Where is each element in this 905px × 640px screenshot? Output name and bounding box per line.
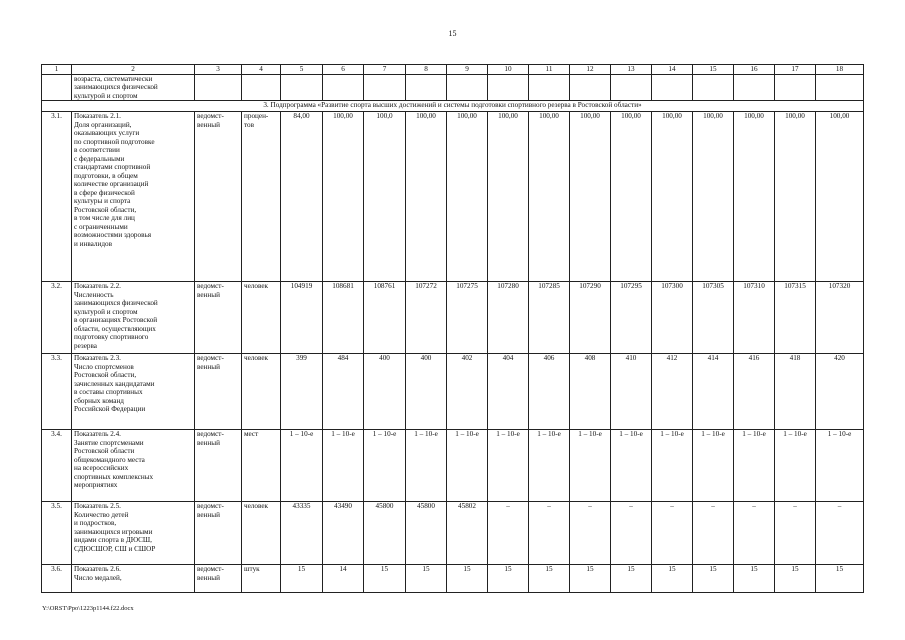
- indicator-value: 1 – 10-е: [611, 430, 652, 502]
- indicator-value: 100,00: [775, 112, 816, 282]
- indicator-value: 84,00: [281, 112, 323, 282]
- indicator-value: 15: [652, 565, 693, 593]
- indicator-description: Показатель 2.6. Число медалей,: [72, 565, 195, 593]
- indicator-value: 107295: [611, 282, 652, 354]
- indicator-value: 1 – 10-е: [323, 430, 364, 502]
- row-number: 3.1.: [42, 112, 72, 282]
- indicator-value: –: [611, 502, 652, 565]
- indicator-value: 1 – 10-е: [488, 430, 529, 502]
- indicator-value: 100,00: [488, 112, 529, 282]
- indicator-value: 1 – 10-е: [364, 430, 406, 502]
- indicator-value: 402: [447, 354, 488, 430]
- column-number: 3: [195, 65, 242, 75]
- indicator-value: 108681: [323, 282, 364, 354]
- column-number: 13: [611, 65, 652, 75]
- indicator-value: 420: [816, 354, 864, 430]
- indicator-value: –: [734, 502, 775, 565]
- indicator-description: Показатель 2.4. Занятие спортсменами Ростовской области общекомандного места на всероссийских спортивных комплексных мероприятиях: [72, 430, 195, 502]
- footer-file-path: Y:\ORST\Ppo\1223p1144.f22.docx: [42, 605, 134, 612]
- indicator-value: 1 – 10-е: [816, 430, 864, 502]
- column-number: 17: [775, 65, 816, 75]
- indicator-value: 15: [488, 565, 529, 593]
- indicators-table: [41, 64, 864, 593]
- indicator-value: 100,00: [447, 112, 488, 282]
- indicator-value: 45800: [406, 502, 447, 565]
- indicator-value: –: [529, 502, 570, 565]
- indicator-value: 100,00: [323, 112, 364, 282]
- indicator-value: 15: [816, 565, 864, 593]
- indicator-value: 107285: [529, 282, 570, 354]
- indicator-value: 45802: [447, 502, 488, 565]
- indicator-description: Показатель 2.3. Число спортсменов Ростовской области, зачисленных кандидатами в составы спортивных сборных команд Российской Федерации: [72, 354, 195, 430]
- indicator-row: [42, 430, 864, 502]
- unit-of-measure: человек: [242, 354, 281, 430]
- indicator-value: 15: [734, 565, 775, 593]
- indicator-value: –: [775, 502, 816, 565]
- indicator-value: 412: [652, 354, 693, 430]
- indicator-type: ведомст- венный: [195, 354, 242, 430]
- indicator-value: 418: [775, 354, 816, 430]
- indicator-value: 100,00: [611, 112, 652, 282]
- subprogram-title: 3. Подпрограмма «Развитие спорта высших достижений и системы подготовки спортивного резерва в Ростовской области»: [42, 101, 864, 112]
- indicator-value: 416: [734, 354, 775, 430]
- indicator-value: 1 – 10-е: [570, 430, 611, 502]
- indicator-value: 1 – 10-е: [693, 430, 734, 502]
- column-number: 16: [734, 65, 775, 75]
- indicator-value: 100,00: [693, 112, 734, 282]
- indicator-description: Показатель 2.5. Количество детей и подростков, занимающихся игровыми видами спорта в ДЮСШ, СДЮСШОР, СШ и СШОР: [72, 502, 195, 565]
- column-number: 5: [281, 65, 323, 75]
- column-number: 10: [488, 65, 529, 75]
- page-number: 15: [448, 29, 457, 38]
- indicator-value: –: [816, 502, 864, 565]
- unit-of-measure: процен- тов: [242, 112, 281, 282]
- column-number: 12: [570, 65, 611, 75]
- continuation-row: [42, 75, 864, 101]
- indicator-value: 1 – 10-е: [775, 430, 816, 502]
- column-number: 9: [447, 65, 488, 75]
- indicator-value: 399: [281, 354, 323, 430]
- indicator-value: 100,00: [734, 112, 775, 282]
- row-number: 3.3.: [42, 354, 72, 430]
- indicator-value: 43335: [281, 502, 323, 565]
- indicator-value: 15: [775, 565, 816, 593]
- column-number: 15: [693, 65, 734, 75]
- indicator-row: [42, 112, 864, 282]
- indicator-type: ведомст- венный: [195, 502, 242, 565]
- indicator-value: 107280: [488, 282, 529, 354]
- indicator-value: –: [693, 502, 734, 565]
- row-number: 3.2.: [42, 282, 72, 354]
- indicator-value: 100,00: [652, 112, 693, 282]
- indicator-value: 14: [323, 565, 364, 593]
- indicator-value: 15: [406, 565, 447, 593]
- indicator-value: 100,00: [406, 112, 447, 282]
- indicator-type: ведомст- венный: [195, 565, 242, 593]
- indicator-type: ведомст- венный: [195, 112, 242, 282]
- column-number: 4: [242, 65, 281, 75]
- indicator-row: [42, 354, 864, 430]
- column-number: 8: [406, 65, 447, 75]
- indicator-value: 107290: [570, 282, 611, 354]
- indicator-value: 1 – 10-е: [734, 430, 775, 502]
- indicator-value: 107320: [816, 282, 864, 354]
- indicator-value: 15: [693, 565, 734, 593]
- indicator-row: [42, 565, 864, 593]
- indicator-value: 1 – 10-е: [652, 430, 693, 502]
- indicator-value: 100,00: [529, 112, 570, 282]
- unit-of-measure: штук: [242, 565, 281, 593]
- indicator-value: 410: [611, 354, 652, 430]
- indicator-value: 408: [570, 354, 611, 430]
- continuation-text: возраста, систематически занимающихся физической культурой и спортом: [72, 75, 195, 101]
- indicator-value: 404: [488, 354, 529, 430]
- indicator-value: 107275: [447, 282, 488, 354]
- column-number: 11: [529, 65, 570, 75]
- indicator-value: 100,00: [570, 112, 611, 282]
- row-number: 3.5.: [42, 502, 72, 565]
- unit-of-measure: мест: [242, 430, 281, 502]
- indicator-value: 107310: [734, 282, 775, 354]
- indicator-type: ведомст- венный: [195, 430, 242, 502]
- indicator-value: 15: [281, 565, 323, 593]
- column-number-row: [42, 65, 864, 75]
- indicator-value: –: [488, 502, 529, 565]
- indicator-value: 104919: [281, 282, 323, 354]
- indicator-row: [42, 282, 864, 354]
- indicator-value: 1 – 10-е: [529, 430, 570, 502]
- indicator-row: [42, 502, 864, 565]
- indicator-value: 100,0: [364, 112, 406, 282]
- column-number: 6: [323, 65, 364, 75]
- indicator-value: 406: [529, 354, 570, 430]
- row-number: 3.4.: [42, 430, 72, 502]
- column-number: 1: [42, 65, 72, 75]
- indicator-value: 15: [364, 565, 406, 593]
- indicator-value: 43490: [323, 502, 364, 565]
- indicator-value: 45800: [364, 502, 406, 565]
- indicator-value: 1 – 10-е: [406, 430, 447, 502]
- indicator-value: 107300: [652, 282, 693, 354]
- row-number: 3.6.: [42, 565, 72, 593]
- column-number: 2: [72, 65, 195, 75]
- indicator-type: ведомст- венный: [195, 282, 242, 354]
- indicator-description: Показатель 2.2. Численность занимающихся физической культурой и спортом в организациях Ростовской области, осуществляющих подготовку спортивного резерва: [72, 282, 195, 354]
- column-number: 18: [816, 65, 864, 75]
- indicator-value: 108761: [364, 282, 406, 354]
- indicator-value: 15: [570, 565, 611, 593]
- indicator-value: 107272: [406, 282, 447, 354]
- indicator-value: 15: [447, 565, 488, 593]
- indicator-description: Показатель 2.1. Доля организаций, оказывающих услуги по спортивной подготовке в соответствии с федеральными стандартами спортивной подготовки, в общем количестве организаций в сфере физической культуры и спорта Ростовской области, в том числе для лиц с ограниченными возможностями здоровья и инвалидов: [72, 112, 195, 282]
- subprogram-row: [42, 101, 864, 112]
- unit-of-measure: человек: [242, 502, 281, 565]
- unit-of-measure: человек: [242, 282, 281, 354]
- indicator-value: –: [652, 502, 693, 565]
- column-number: 14: [652, 65, 693, 75]
- indicator-value: 107305: [693, 282, 734, 354]
- indicator-value: 1 – 10-е: [447, 430, 488, 502]
- indicator-value: 484: [323, 354, 364, 430]
- indicator-value: 400: [364, 354, 406, 430]
- indicator-value: 107315: [775, 282, 816, 354]
- indicator-value: 15: [529, 565, 570, 593]
- indicator-value: 15: [611, 565, 652, 593]
- indicator-value: 400: [406, 354, 447, 430]
- indicator-value: –: [570, 502, 611, 565]
- indicator-value: 414: [693, 354, 734, 430]
- indicator-value: 100,00: [816, 112, 864, 282]
- column-number: 7: [364, 65, 406, 75]
- indicator-value: 1 – 10-е: [281, 430, 323, 502]
